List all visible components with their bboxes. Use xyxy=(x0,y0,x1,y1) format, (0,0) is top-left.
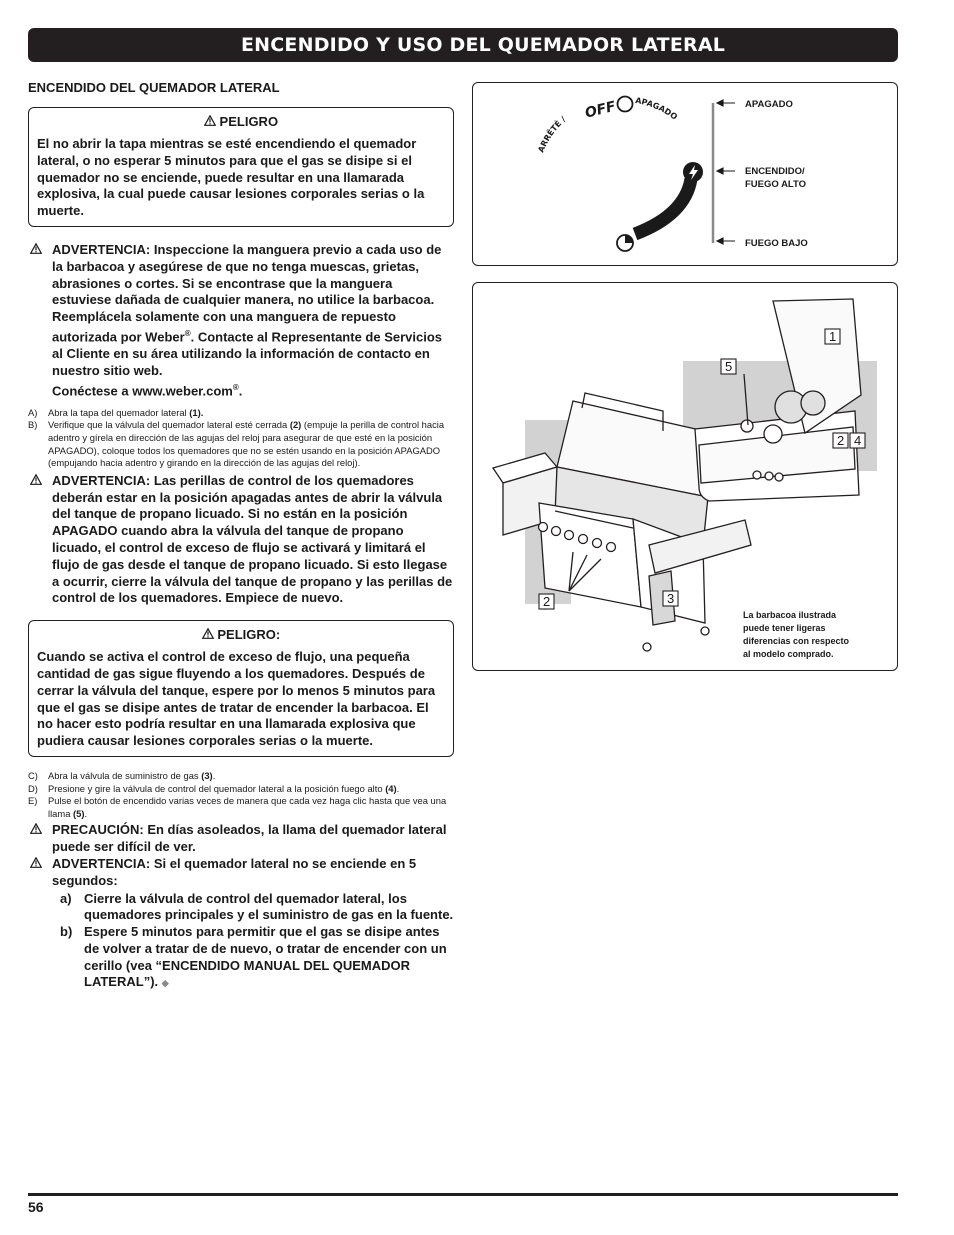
step-ref: (2) xyxy=(289,419,302,431)
callout-5: 5 xyxy=(725,359,733,374)
warning-triangle-icon xyxy=(202,628,214,639)
label-high-2: FUEGO ALTO xyxy=(745,179,807,190)
step-ref: (1). xyxy=(189,406,204,418)
sub-step-letter: b) xyxy=(60,924,73,940)
danger-box-1-label: PELIGRO xyxy=(219,114,279,129)
sub-step-text: Cierre la válvula de control del quemador lateral, los quemadores principales y el suministro de gas en la fuente. xyxy=(84,890,454,923)
warning-triangle-icon xyxy=(204,115,216,126)
page-title: ENCENDIDO Y USO DEL QUEMADOR LATERAL xyxy=(241,34,726,56)
flame-level-arc xyxy=(635,179,691,234)
warning-hose xyxy=(28,242,454,400)
danger-box-2 xyxy=(28,620,454,757)
note-line-4: al modelo comprado. xyxy=(743,649,834,659)
arc-label-off: OFF xyxy=(583,98,618,122)
registered-mark-2: ® xyxy=(232,382,239,392)
arc-label-right: APAGADO xyxy=(634,96,680,122)
label-low: FUEGO BAJO xyxy=(745,238,808,249)
step-letter: B) xyxy=(28,419,38,431)
step-letter: E) xyxy=(28,795,38,807)
step-d xyxy=(28,783,454,796)
off-position-icon xyxy=(618,97,633,112)
step-letter: D) xyxy=(28,782,38,794)
danger-box-2-text: Cuando se activa el control de exceso de flujo, una pequeña cantidad de gas sigue fluyendo a los quemadores. Después de cerrar la válvula del tanque, espere por lo menos 5 minutos para que el gas se disipe antes de tratar de encender la barbacoa. El no hacer esto podría resultar en una llamarada explosiva que pudiera causar lesiones corporales serias o la muerte. xyxy=(37,649,436,749)
warning-hose-text-b: . Contacte al Representante de Servicios al Cliente en su área utilizando la información de contacto en nuestro sitio web. xyxy=(52,329,443,378)
pointer-arrows xyxy=(717,100,735,244)
note-line-1: La barbacoa ilustrada xyxy=(743,610,837,620)
callout-2-knobs: 2 xyxy=(543,594,551,609)
danger-box-2-label: PELIGRO: xyxy=(217,627,281,643)
callout-3: 3 xyxy=(667,591,675,606)
label-high-1: ENCENDIDO/ xyxy=(745,166,805,177)
knob-diagram xyxy=(473,83,897,265)
sub-step-a xyxy=(28,891,454,925)
caution-text: PRECAUCIÓN: En días asoleados, la llama del quemador lateral puede ser difícil de ver. xyxy=(52,822,447,855)
end-diamond-icon: ◆ xyxy=(161,978,169,989)
warning-triangle-icon xyxy=(30,243,42,254)
grill-illustration-panel xyxy=(472,282,898,671)
step-letter: A) xyxy=(28,406,38,418)
step-text: Pulse el botón de encendido varias veces de manera que cada vez haga clic hasta que vea una llama xyxy=(48,795,447,819)
registered-mark: ® xyxy=(184,328,191,338)
caution-sunny xyxy=(28,822,454,856)
step-a xyxy=(28,407,454,420)
danger-box-1-text: El no abrir la tapa mientras se esté encendiendo el quemador lateral, o no esperar 5 minutos para que el gas se disipe si el quemador no se enciende, puede resultar en una llamarada explosiva, la cual puede causar lesiones corporales serias o la muerte. xyxy=(37,136,425,219)
warning-knobs-text: ADVERTENCIA: Las perillas de control de los quemadores deberán estar en la posición apagadas antes de abrir la válvula del tanque de propano licuado. Si no están en la posición APAGADO cuando abra la válvula del tanque de propano licuado, el control de exceso de flujo se activará y limitará el flujo de gas desde el tanque de propano licuado. Si esto llegase a ocurrir, cierre la válvula del tanque de propano y las perillas de control de los quemadores. Empiece de nuevo. xyxy=(52,472,453,606)
callout-2-side: 2 xyxy=(837,433,845,448)
left-column xyxy=(28,78,454,992)
warning-triangle-icon xyxy=(30,857,42,868)
step-text-end: . xyxy=(212,769,216,781)
sub-step-text: Espere 5 minutos para permitir que el gas se disipe antes de volver a tratar de de nuevo, o tratar de encender con un cerillo (vea “ENCENDIDO MANUAL DEL QUEMADOR LATERAL”). xyxy=(84,924,447,990)
step-e xyxy=(28,795,454,820)
step-text-end: (empuje la perilla de control hacia adentro y gírela en dirección de las agujas del reloj para asegurar de que esté en la posición APAGADO), coloque todos los quemadores que no se estén usando en la posición APAGADO (empujando hacia adentro y girando en la dirección de las agujas del reloj). xyxy=(48,419,445,469)
weber-url-text: Conéctese a www.weber.com xyxy=(52,383,233,399)
sub-step-letter: a) xyxy=(60,890,72,906)
grill-illustration xyxy=(473,283,897,670)
step-text: Abra la válvula de suministro de gas xyxy=(48,769,202,781)
step-letter: C) xyxy=(28,769,38,781)
note-line-3: diferencias con respecto xyxy=(743,636,850,646)
note-line-2: puede tener ligeras xyxy=(743,623,826,633)
warning-triangle-icon xyxy=(30,474,42,485)
warning-hose-text-a: ADVERTENCIA: Inspeccione la manguera previo a cada uso de la barbacoa y asegúrese de que no tenga muescas, grietas, abrasiones o cortes. Si se encontrase que la manguera estuviese dañada de cualquier manera, no utilice la barbacoa. Reemplácela solamente con una manguera de repuesto autorizada por Weber xyxy=(52,241,442,345)
step-text-end: . xyxy=(396,782,400,794)
title-bar xyxy=(28,28,898,62)
step-text: Presione y gire la válvula de control del quemador lateral a la posición fuego alto xyxy=(48,782,386,794)
danger-box-2-title xyxy=(37,627,445,642)
step-ref: (3) xyxy=(201,769,213,781)
step-c xyxy=(28,770,454,783)
section-heading: ENCENDIDO DEL QUEMADOR LATERAL xyxy=(28,80,280,95)
illustration-note xyxy=(743,610,850,659)
footer-rule xyxy=(28,1193,898,1196)
weber-url-end: . xyxy=(238,383,243,399)
step-ref: (4) xyxy=(385,782,397,794)
warning-no-ignite xyxy=(28,856,454,890)
steps-cde xyxy=(28,770,454,820)
knob-diagram-panel xyxy=(472,82,898,266)
warning-knobs xyxy=(28,473,454,607)
arc-label-left: ARRÊTÉ / xyxy=(536,114,568,154)
callout-1: 1 xyxy=(829,329,837,344)
step-ref: (5) xyxy=(73,807,85,819)
low-flame-icon-fill xyxy=(625,235,633,243)
label-off: APAGADO xyxy=(745,99,793,110)
page-number: 56 xyxy=(28,1199,44,1215)
callout-4: 4 xyxy=(854,433,862,448)
danger-box-1-title xyxy=(37,114,445,129)
warning-no-ignite-text: ADVERTENCIA: Si el quemador lateral no se enciende en 5 segundos: xyxy=(52,855,417,888)
step-text-end: . xyxy=(84,807,88,819)
step-b xyxy=(28,419,454,469)
sub-step-b xyxy=(28,924,454,992)
warning-triangle-icon xyxy=(30,823,42,834)
step-text: Abra la tapa del quemador lateral xyxy=(48,406,190,418)
danger-box-1 xyxy=(28,107,454,227)
steps-ab xyxy=(28,407,454,470)
step-text: Verifique que la válvula del quemador lateral esté cerrada xyxy=(48,419,290,431)
